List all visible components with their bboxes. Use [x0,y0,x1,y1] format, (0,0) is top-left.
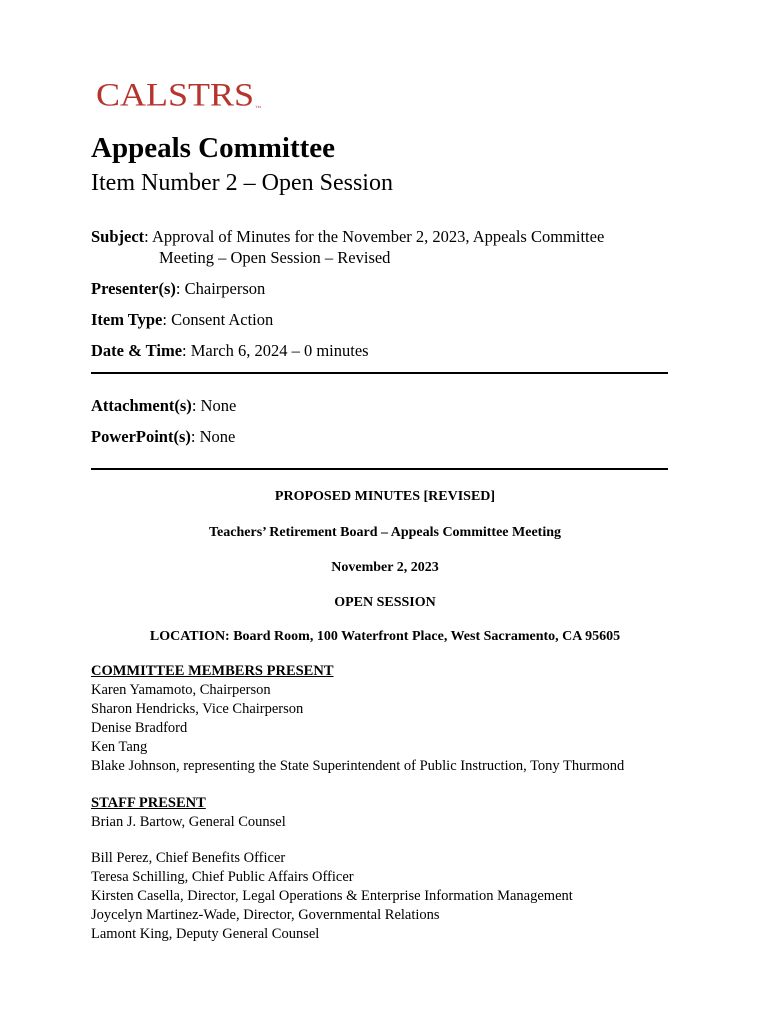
divider-bottom [91,468,668,470]
item-type-field: Item Type: Consent Action [91,310,274,329]
staff-member: Brian J. Bartow, General Counsel [91,814,286,830]
committee-member: Karen Yamamoto, Chairperson [91,682,271,698]
minutes-heading: PROPOSED MINUTES [REVISED] [274,489,496,504]
subject-field: Subject: Approval of Minutes for the November 2, 2023, Appeals Committee Meeting – Open Session – Revised [91,226,671,268]
page-title: Appeals Committee [91,132,336,164]
committee-heading: COMMITTEE MEMBERS PRESENT [91,663,334,679]
powerpoints-label: PowerPoint(s) [91,427,191,446]
item-type-value: Consent Action [171,310,274,329]
minutes-session: OPEN SESSION [334,595,436,610]
attachments-label: Attachment(s) [91,396,192,415]
page-subtitle: Item Number 2 – Open Session [91,170,393,196]
powerpoints-field: PowerPoint(s): None [91,427,236,446]
datetime-label: Date & Time [91,341,183,360]
logo-trademark: ™ [255,105,261,112]
subject-value-line2: Meeting – Open Session – Revised [159,248,391,267]
calstrs-logo [96,78,261,111]
staff-member: Teresa Schilling, Chief Public Affairs Officer [91,869,354,885]
minutes-location: LOCATION: Board Room, 100 Waterfront Place, West Sacramento, CA 95605 [149,629,621,644]
item-type-label: Item Type [91,310,163,329]
datetime-field: Date & Time: March 6, 2024 – 0 minutes [91,341,369,360]
staff-member: Kirsten Casella, Director, Legal Operations & Enterprise Information Management [91,888,573,904]
logo-text: CALSTRS [96,76,255,113]
committee-section [91,662,624,776]
subject-value-line1: Approval of Minutes for the November 2, 2023, Appeals Committee [151,227,605,246]
attachments-value: None [200,396,237,415]
committee-member: Sharon Hendricks, Vice Chairperson [91,701,304,717]
committee-member: Ken Tang [91,739,148,755]
subject-label: Subject [91,227,145,246]
committee-member: Denise Bradford [91,720,188,736]
staff-member: Lamont King, Deputy General Counsel [91,926,320,942]
powerpoints-value: None [199,427,236,446]
presenter-value: Chairperson [184,279,266,298]
staff-section [91,794,573,944]
staff-member: Joycelyn Martinez-Wade, Director, Governmental Relations [91,907,440,923]
staff-heading: STAFF PRESENT [91,795,206,811]
presenter-field: Presenter(s): Chairperson [91,279,266,298]
minutes-board: Teachers’ Retirement Board – Appeals Committee Meeting [209,525,561,540]
staff-member: Bill Perez, Chief Benefits Officer [91,850,286,866]
committee-member: Blake Johnson, representing the State Superintendent of Public Instruction, Tony Thurmond [91,758,625,774]
datetime-value: March 6, 2024 – 0 minutes [190,341,369,360]
attachments-field: Attachment(s): None [91,396,237,415]
presenter-label: Presenter(s) [91,279,176,298]
minutes-date: November 2, 2023 [331,560,439,575]
divider-top [91,372,668,374]
